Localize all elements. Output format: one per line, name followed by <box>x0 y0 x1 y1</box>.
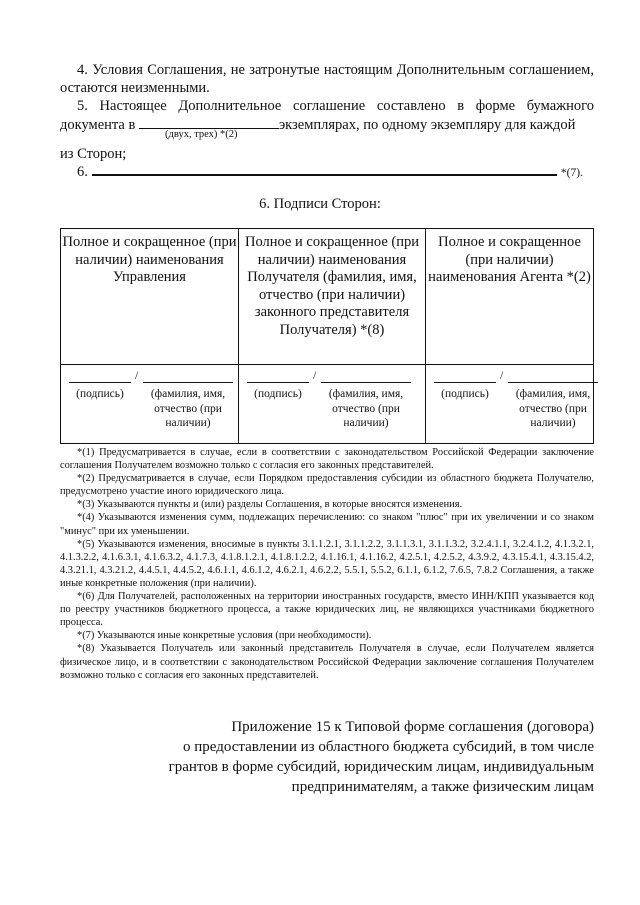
signature-slash: / <box>135 370 139 382</box>
footnote-8: *(8) Указывается Получатель или законный представитель Получателя в случае, если Получателем является физическое лицо, и в соответствии с законодательством Российской Федерации заключение соглашения Получателем возможно только с согласия его законных представителей. <box>60 643 594 681</box>
footnote-2: *(2) Предусматривается в случае, если Порядком предоставления субсидии из областного бюджета Получателю, предусмотрено участие иного юридического лица. <box>60 473 594 498</box>
name-field: (фамилия, имя, отчество (при наличии) <box>321 372 411 431</box>
footnote-4: *(4) Указываются изменения сумм, подлежащих перечислению: со знаком "плюс" при их увеличении и со знаком "минус" при их уменьшении. <box>60 512 594 537</box>
appendix-title <box>154 717 594 797</box>
header-agent: Полное и сокращенное (при наличии) наименования Агента *(2) <box>426 229 594 365</box>
appendix-line: грантов в форме субсидий, юридическим лицам, индивидуальным <box>168 759 594 775</box>
appendix-line: предпринимателям, а также физическим лицам <box>291 779 594 795</box>
footnote-5: *(5) Указываются изменения, вносимые в пункты 3.1.1.2.1, 3.1.1.2.2, 3.1.1.3.1, 3.1.1.3.2, 3.2.4.1.1, 3.2.4.1.2, 4.1.3.2.1, 4.1.3.2.2, 4.1.6.3.1, 4.1.6.3.2, 4.1.7.3, 4.1.8.1.2.1, 4.1.8.1.2.2, 4.1.16.1, 4.1.16.2, 4.2.5.1, 4.2.5.2, 4.3.9.2, 4.3.15.4.1, 4.3.15.4.2, 4.3.21.1, 4.3.21.2, 4.4.5.1, 4.4.5.2, 4.6.1.1, 4.6.1.2, 4.6.2.1, 4.6.2.2, 5.5.1, 5.5.2, 6.1.1, 6.1.2, 7.6.5, 7.8.2 Соглашения, а также иные конкретные положения (при наличии). <box>60 538 594 589</box>
footnote-3: *(3) Указываются пункты и (или) разделы Соглашения, в которые вносятся изменения. <box>77 499 463 511</box>
paragraph-6-number: 6. <box>77 164 88 180</box>
paragraph-5 <box>60 97 594 134</box>
header-management: Полное и сокращенное (при наличии) наименования Управления <box>61 229 239 365</box>
paragraph-5-end: из Сторон; <box>60 146 127 162</box>
copies-subnote: (двух, трех) *(2) <box>165 129 238 140</box>
footnotes <box>60 446 594 682</box>
paragraph-6-blank <box>92 162 557 176</box>
appendix-line: о предоставлении из областного бюджета субсидий, в том числе <box>183 739 594 755</box>
appendix-line: Приложение 15 к Типовой форме соглашения (договора) <box>231 719 594 735</box>
copies-blank <box>139 115 279 129</box>
section-title: 6. Подписи Сторон: <box>259 196 381 212</box>
paragraph-5-start: 5. Настоящее Дополнительное соглашение составлено в форме бумажного документа в <box>60 98 594 133</box>
signature-field: (подпись) <box>434 372 496 402</box>
footnote-7: *(7) Указываются иные конкретные условия (при необходимости). <box>77 630 372 642</box>
footnote-6: *(6) Для Получателей, расположенных на территории иностранных государств, вместо ИНН/КПП указывается код по реестру участников бюджетного процесса, а также юридических лиц, не являющихся участниками бюджетного процесса. <box>60 591 594 629</box>
signature-slash: / <box>500 370 504 382</box>
name-field: (фамилия, имя, отчество (при наличии) <box>143 372 233 431</box>
paragraph-4: 4. Условия Соглашения, не затронутые настоящим Дополнительным соглашением, остаются неизменными. <box>60 62 594 96</box>
paragraph-5-mid: экземплярах, по одному экземпляру для каждой <box>278 117 576 133</box>
signature-cell-management <box>61 365 239 444</box>
paragraph-6-footnote-ref: *(7). <box>560 167 583 179</box>
signatures-sign-row <box>61 365 594 444</box>
footnote-1: *(1) Предусматривается в случае, если в соответствии с законодательством Российской Федерации заключение соглашения Получателем возможно только с согласия его законных представителей. <box>60 447 594 472</box>
signature-field: (подпись) <box>247 372 309 402</box>
signature-cell-recipient <box>239 365 426 444</box>
signature-field: (подпись) <box>69 372 131 402</box>
signatures-header-row <box>61 229 594 365</box>
signatures-table <box>60 228 594 444</box>
signature-slash: / <box>313 370 317 382</box>
signature-cell-agent <box>426 365 594 444</box>
name-field: (фамилия, имя, отчество (при наличии) <box>508 372 598 431</box>
header-recipient: Полное и сокращенное (при наличии) наименования Получателя (фамилия, имя, отчество (при наличии) законного представителя Получателя) *(8) <box>239 229 426 365</box>
paragraph-6 <box>77 162 583 181</box>
